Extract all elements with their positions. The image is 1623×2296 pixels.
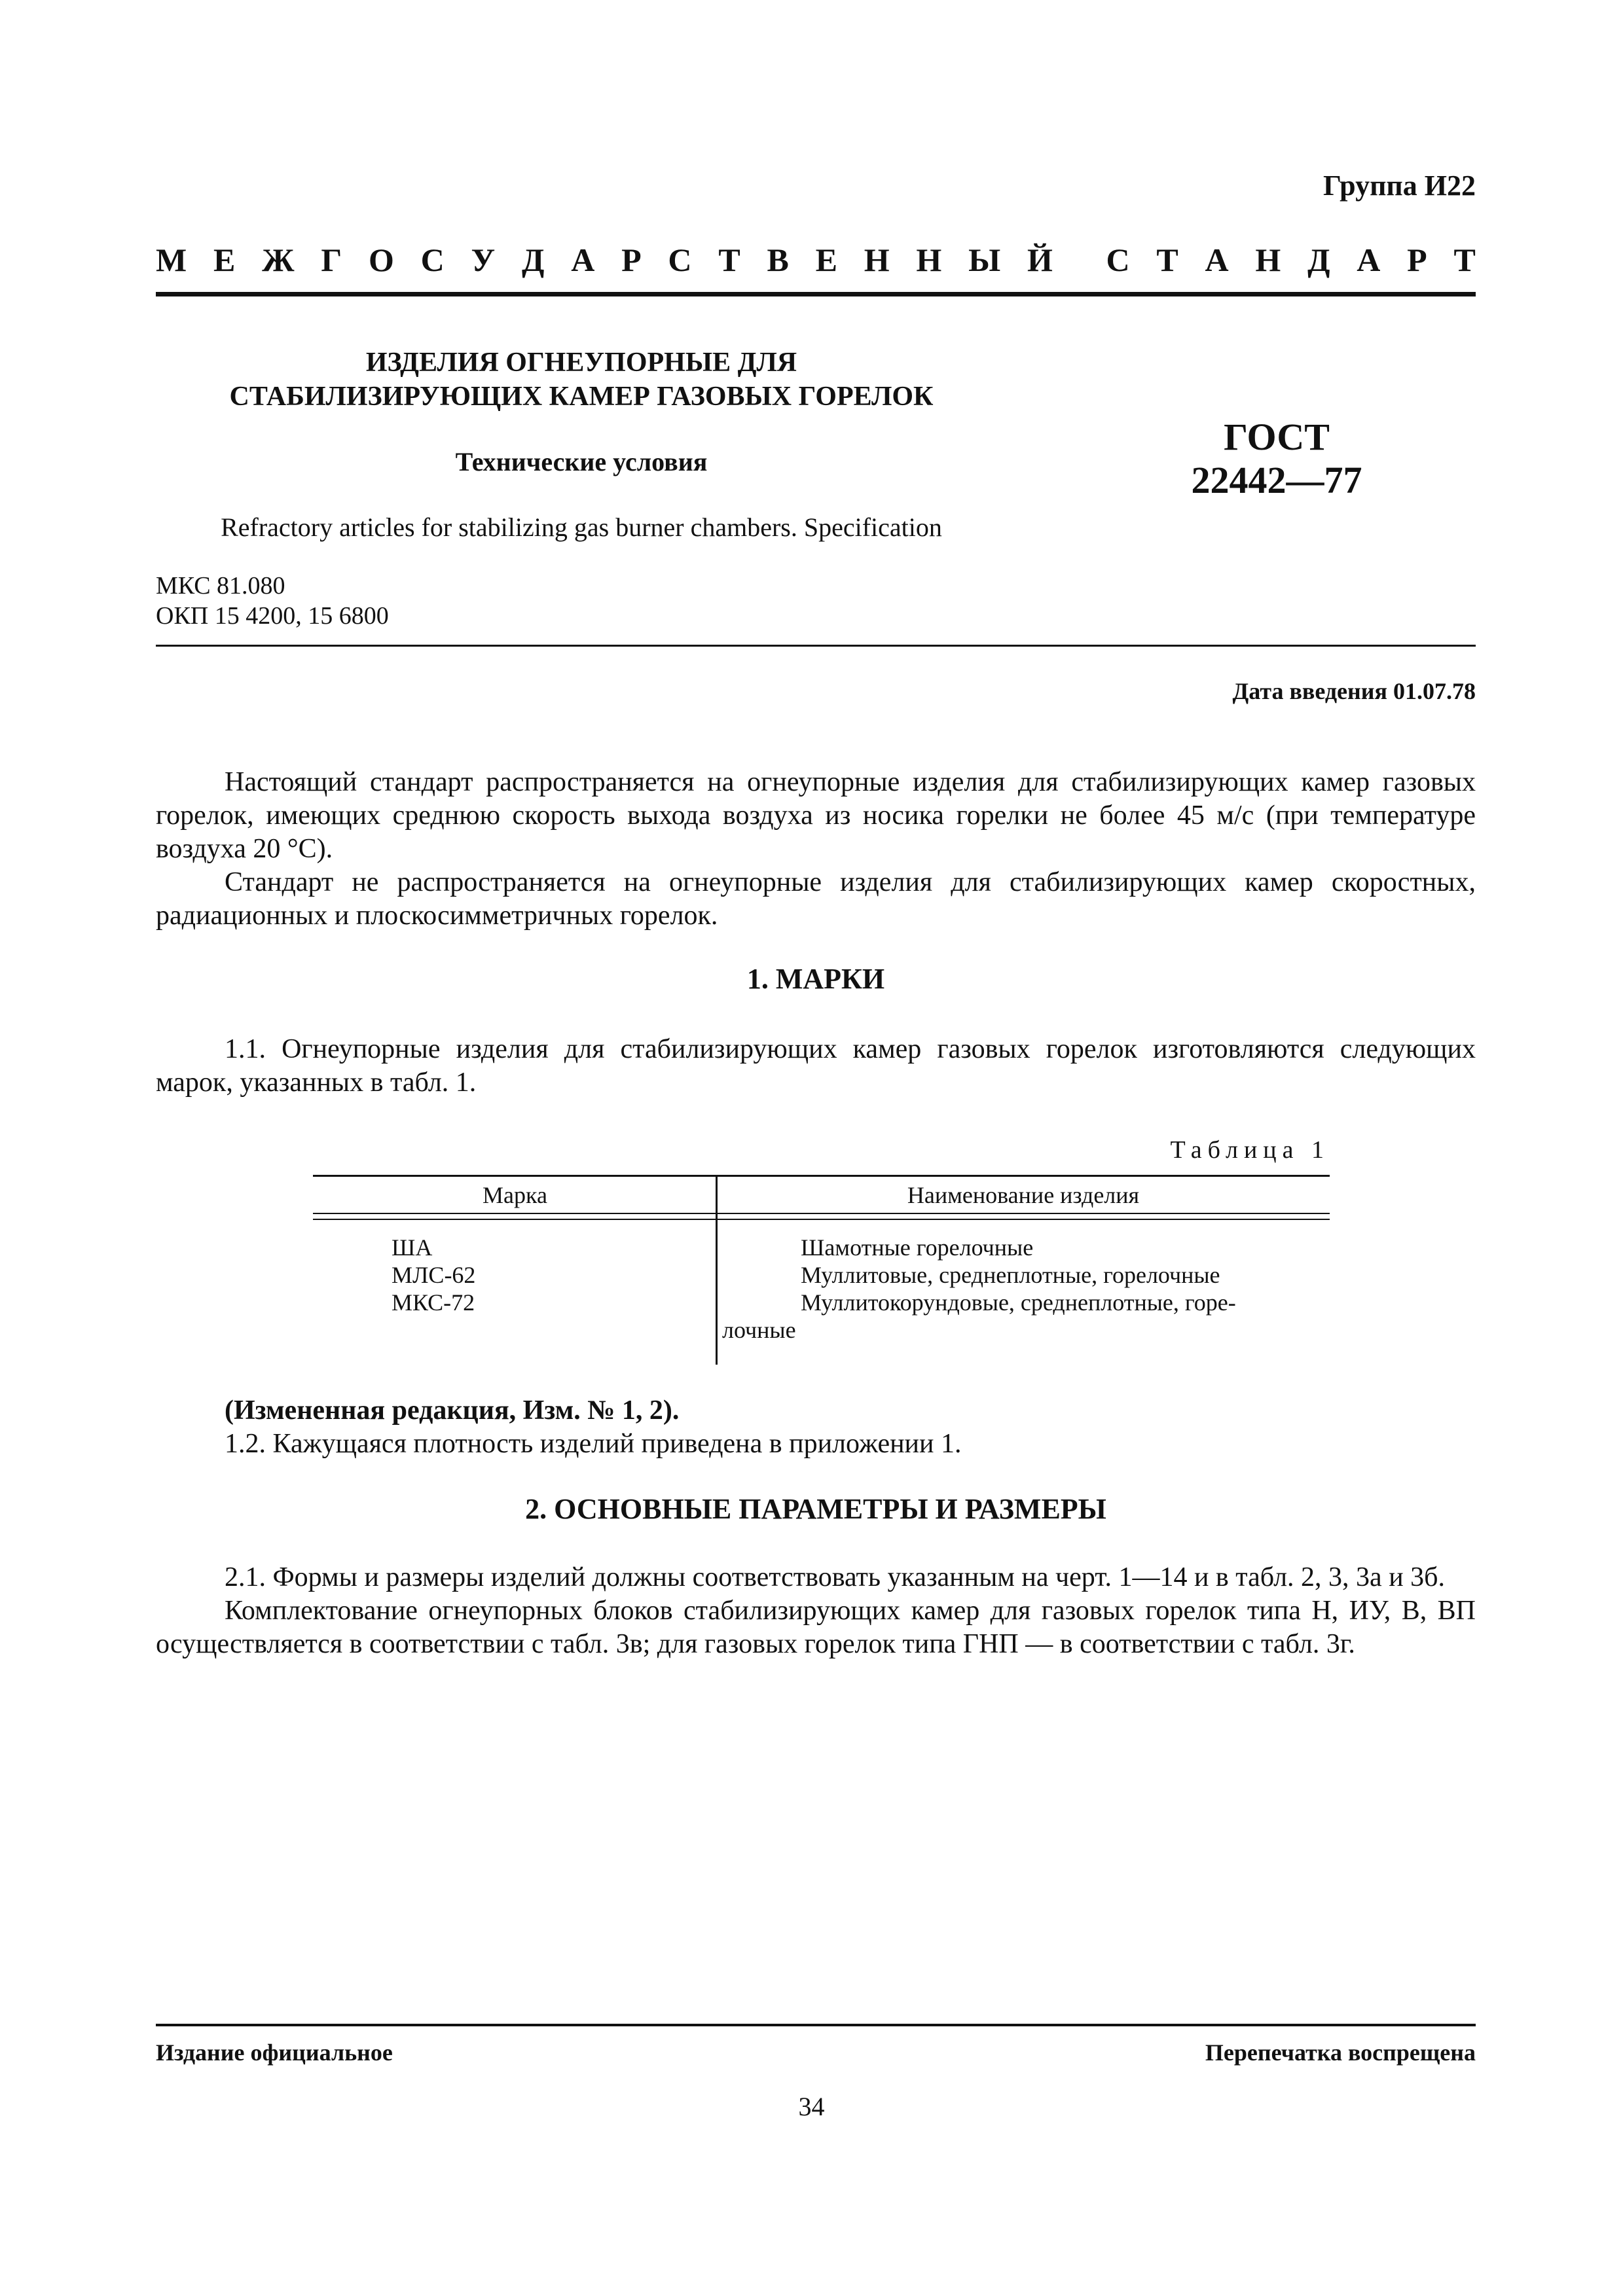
standard-type-heading bbox=[156, 241, 1476, 280]
heading-letter: С bbox=[1106, 242, 1130, 278]
heading-letter: Й bbox=[1027, 242, 1053, 278]
english-title: Refractory articles for stabilizing gas burner chambers. Specification bbox=[221, 512, 942, 542]
table-header-mark: Марка bbox=[483, 1182, 547, 1208]
table-header-rule-2 bbox=[313, 1219, 1330, 1220]
amendment-note: (Измененная редакция, Изм. № 1, 2). bbox=[225, 1395, 680, 1426]
gost-designation bbox=[1152, 416, 1401, 502]
clause-2-1-paragraph-2: Комплектование огнеупорных блоков стабилизирующих камер для газовых горелок типа Н, ИУ, В, ВП осуществляется в соответствии с табл. 3в; для газовых горелок типа ГНП — в соответствии с табл. 3г. bbox=[156, 1596, 1476, 1659]
table-header-row bbox=[313, 1175, 1330, 1213]
heading-letter: Н bbox=[1255, 242, 1281, 278]
mark-cell: МЛС-62 bbox=[392, 1262, 476, 1288]
footer-official-edition: Издание официальное bbox=[156, 2039, 393, 2066]
table-header-name: Наименование изделия bbox=[907, 1182, 1140, 1208]
heading-letter: Ы bbox=[968, 242, 1001, 278]
mark-cell: МКС-72 bbox=[392, 1289, 475, 1316]
classification-codes bbox=[156, 571, 389, 631]
heading-letter: Н bbox=[864, 242, 890, 278]
table-1 bbox=[313, 1175, 1330, 1343]
heading-letter: С bbox=[420, 242, 445, 278]
gost-number: 22442—77 bbox=[1191, 459, 1362, 501]
gost-label: ГОСТ bbox=[1224, 416, 1330, 458]
section-1-text bbox=[156, 1033, 1476, 1100]
okp-code: ОКП 15 4200, 15 6800 bbox=[156, 602, 389, 630]
title-line-1: ИЗДЕЛИЯ ОГНЕУПОРНЫЕ ДЛЯ bbox=[365, 348, 797, 378]
table-header-rule-1 bbox=[313, 1213, 1330, 1214]
footer-reprint-prohibited: Перепечатка воспрещена bbox=[1205, 2039, 1476, 2066]
title-line-2: СТАБИЛИЗИРУЮЩИХ КАМЕР ГАЗОВЫХ ГОРЕЛОК bbox=[229, 382, 934, 412]
heading-letter: О bbox=[368, 242, 394, 278]
heading-letter: Т bbox=[1453, 242, 1476, 278]
introduction-date: Дата введения 01.07.78 bbox=[1232, 678, 1476, 704]
heading-letter: Д bbox=[522, 242, 545, 278]
intro-paragraph-1: Настоящий стандарт распространяется на огнеупорные изделия для стабилизирующих камер газовых горелок, имеющих среднюю скорость выхода воздуха из носика горелки не более 45 м/с (при температуре воздуха 20 °С). bbox=[156, 767, 1476, 864]
header-rule bbox=[156, 292, 1476, 296]
heading-letter: А bbox=[1205, 242, 1229, 278]
heading-letter: Ж bbox=[262, 242, 295, 278]
heading-letter: А bbox=[1357, 242, 1381, 278]
table-row bbox=[392, 1234, 475, 1316]
page-number: 34 bbox=[798, 2092, 825, 2121]
name-cell: Шамотные горелочные bbox=[801, 1234, 1034, 1261]
intro-text bbox=[156, 766, 1476, 933]
name-cell: Муллитовые, среднеплотные, горелочные bbox=[801, 1262, 1220, 1288]
heading-letter: Н bbox=[916, 242, 942, 278]
heading-letter: У bbox=[471, 242, 496, 278]
section-2-text bbox=[156, 1561, 1476, 1661]
intro-paragraph-2: Стандарт не распространяется на огнеупорные изделия для стабилизирующих камер скоростных, радиационных и плоскосимметричных горелок. bbox=[156, 867, 1476, 931]
subtitle: Технические условия bbox=[455, 447, 708, 476]
title-rule bbox=[156, 645, 1476, 647]
mks-code: МКС 81.080 bbox=[156, 572, 285, 600]
heading-letter: Т bbox=[718, 242, 740, 278]
name-cell-continuation: лочные bbox=[722, 1317, 796, 1343]
clause-1-2: 1.2. Кажущаяся плотность изделий приведена в приложении 1. bbox=[225, 1429, 962, 1459]
section-2-heading: 2. ОСНОВНЫЕ ПАРАМЕТРЫ И РАЗМЕРЫ bbox=[525, 1493, 1106, 1525]
heading-letter: Е bbox=[815, 242, 837, 278]
heading-letter: Д bbox=[1307, 242, 1330, 278]
heading-letter: Г bbox=[321, 242, 342, 278]
table-1-caption: Таблица 1 bbox=[1170, 1136, 1330, 1164]
table-row bbox=[722, 1234, 1321, 1344]
amendment-and-clause-1-2 bbox=[156, 1394, 1476, 1461]
clause-2-1: 2.1. Формы и размеры изделий должны соответствовать указанным на черт. 1—14 и в табл. 2, 3, 3а и 3б. bbox=[225, 1562, 1446, 1592]
heading-letter: Р bbox=[621, 242, 642, 278]
heading-letter: В bbox=[767, 242, 789, 278]
name-cell: Муллитокорундовые, среднеплотные, горе- bbox=[801, 1289, 1236, 1316]
heading-letter: С bbox=[668, 242, 692, 278]
section-1-heading: 1. МАРКИ bbox=[746, 963, 885, 995]
heading-letter: А bbox=[571, 242, 595, 278]
heading-letter: Т bbox=[1156, 242, 1178, 278]
mark-cell: ША bbox=[392, 1234, 433, 1261]
footer-rule bbox=[156, 2024, 1476, 2026]
heading-letter: М bbox=[156, 242, 187, 278]
heading-letter: Р bbox=[1407, 242, 1427, 278]
clause-1-1: 1.1. Огнеупорные изделия для стабилизирующих камер газовых горелок изготовляются следующих марок, указанных в табл. 1. bbox=[156, 1034, 1476, 1098]
group-code: Группа И22 bbox=[1322, 170, 1476, 202]
table-column-divider bbox=[716, 1175, 718, 1365]
heading-letter: Е bbox=[213, 242, 236, 278]
